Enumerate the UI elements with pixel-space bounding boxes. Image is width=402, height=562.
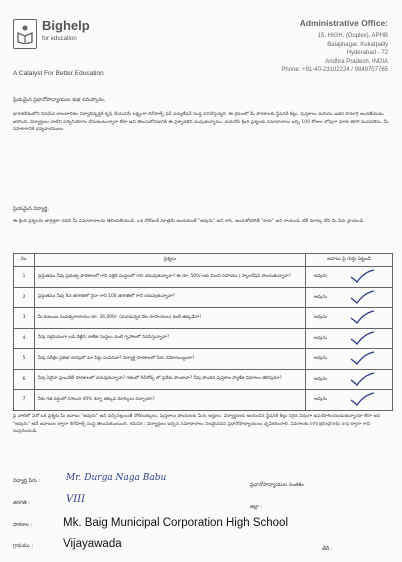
office-line: Hyderabad - 72 — [346, 50, 388, 56]
district-label: జిల్లా : — [250, 504, 263, 510]
place-label: గ్రామము : — [13, 543, 34, 549]
checkmark-icon — [348, 391, 376, 407]
brand-name: Bighelp — [42, 18, 90, 33]
greeting-student: ప్రియమైన విద్యార్థి, — [13, 206, 49, 212]
question-text: ప్రస్తుతము నీవు 8వ తరగతిలో నైనా గాని 100 తరగతిలో గాని చదువుతున్నావా? — [35, 287, 306, 308]
answer-text: అవును — [314, 294, 328, 300]
question-text: నీవు ఏదైనా ప్రయివేట్ పాఠశాలలో చదువుకున్నావా? గతంలో రీచ్‌రోడ్స్ లో ప్రవేశం పొందావా? నీవు పొందిన పుస్తకాల ప్యాకేజి వివరాలు తెలిపుమా? — [35, 369, 306, 390]
greeting-headmaster: ప్రియమైన ప్రధానోపాధ్యాయుల శుభ నమస్కారం, — [13, 97, 106, 103]
answer-cell[interactable] — [306, 369, 393, 390]
answer-cell[interactable] — [306, 328, 393, 349]
question-text: నీవు సక్రమముగా బడి వెళ్లేది, కాలేజి సంస్థలు వంటి గృహాలలో నివసిస్తున్నావా? — [35, 328, 306, 349]
office-line: Balajinagar, Kukatpally — [327, 41, 388, 48]
answer-cell[interactable] — [306, 390, 393, 411]
table-row — [14, 287, 393, 308]
question-text: నీకు గత వర్షంలో సగటున 40% కన్నా తక్కువ మార్కులు వచ్చాయా? — [35, 390, 306, 411]
column-header-question: ప్రశ్నలు — [35, 254, 306, 267]
question-text: మీ కుటుంబ సంవత్సరాదాయం రూ. 36,000/- (మూడున్నర వేల రూపాయలు) కంటే తక్కువేనా? — [35, 308, 306, 329]
table-row — [14, 369, 393, 390]
row-number: 6 — [14, 369, 35, 390]
question-text: ప్రస్తుతము నీవు ప్రభుత్వ పాఠశాలలో గాని పబ్లిక్ సంస్థలలో గాని చదువుతున్నావా? ఈ రూ. 500/-లకు మించి సహాయం / స్కాలర్‌షిప్ పొందుతున్నావా? — [35, 267, 306, 288]
table-row — [14, 308, 393, 329]
student-name-label: విద్యార్థి పేరు : — [13, 478, 41, 484]
row-number: 5 — [14, 349, 35, 370]
row-number: 7 — [14, 390, 35, 411]
answer-cell[interactable] — [306, 287, 393, 308]
table-row — [14, 390, 393, 411]
answer-cell[interactable] — [306, 267, 393, 288]
office-phone: Phone: +91-40-23102224 / 9849707765 — [281, 67, 388, 73]
question-text: నీవు పరీక్షల ప్రతిభ చూపులో మా పేర్లు పంపినవా? విద్యార్థి పాఠశాలలో పేరు నమోదయ్యిందా? — [35, 349, 306, 370]
answer-cell[interactable] — [306, 349, 393, 370]
place-name[interactable]: Vijayawada — [63, 538, 122, 550]
checkmark-icon — [348, 330, 376, 346]
date-label: తేదీ : — [322, 546, 333, 552]
answer-text: అవును — [314, 315, 328, 320]
row-number: 2 — [14, 287, 35, 308]
answer-text: అవును — [314, 397, 328, 402]
class-value[interactable]: VIII — [66, 494, 86, 505]
bighelp-logo-icon — [13, 19, 37, 49]
letter-paragraph: భారతదేశంలోని నిరుపేద బాలబాలికల విద్యాభివృద్ధికి కృషి చేయడమే లక్ష్యంగా బిగ్‌హెల్ప్ ఫర్ ఎడ్యుకేషన్ సంస్థ పనిచేస్తున్నది. ఈ క్రమంలో మీ పాఠశాలకు స్టేషనరీ కిట్లు, పుస్తకాలు మరియు ఇతర సామాగ్రి అందజేయడం జరిగింది. విద్యార్థులు వాటిని సద్వినియోగం చేసుకుంటున్నారా లేదా అని తెలుసుకోవడానికి ఈ ప్రశ్నావళిని పంపుతున్నాము. దయచేసి క్రింది ప్రశ్నలకు సమాధానాలు ఇచ్చి 100 రోజుల లోపుగా మాకు తిరిగి పంపవలెను. మీ సహకారానికి ధన్యవాదములు. — [13, 112, 389, 133]
table-header-row — [14, 254, 393, 267]
office-line: 15, HIGH, (Duplex), APHB — [317, 33, 388, 39]
answer-text: అవును — [314, 274, 328, 279]
row-number: 1 — [14, 267, 35, 288]
table-row — [14, 267, 393, 288]
row-number: 4 — [14, 328, 35, 349]
tagline: A Catalyst For Better Education — [13, 70, 104, 77]
column-header-answer: జవాబు పై గుర్తు పెట్టండి — [306, 254, 393, 267]
office-title: Administrative Office: — [299, 18, 388, 28]
checkmark-icon — [348, 289, 376, 305]
answer-text: అవును — [314, 335, 328, 341]
instructions-paragraph: ఈ క్రింది ప్రశ్నలను జాగ్రత్తగా చదివి మీ సమాధానాలను తెలియజేయండి. ఒక నోట్‌బుక్ మాత్రమే అందుకుంటే "అవును" అని రాసి, అందుకోకపోతే "కాదు" అని రాయండి. టిక్ మార్కు చేసి మీ పేరు వ్రాయండి. — [13, 219, 365, 224]
answer-text: అవును — [314, 376, 328, 382]
questions-table — [13, 253, 393, 411]
student-signature[interactable]: Mr. Durga Naga Babu — [66, 473, 167, 483]
table-row — [14, 349, 393, 370]
brand-subtitle: for education — [42, 36, 77, 42]
school-name[interactable]: Mk. Baig Municipal Corporation High School — [63, 517, 288, 529]
answer-cell[interactable] — [306, 308, 393, 329]
school-label: పాఠశాల : — [13, 522, 33, 528]
footer-note: పై వాటిలో ఏదో ఒక ప్రశ్నకు మీ జవాబు "అవును" అని వచ్చినట్లయితే నోట్‌బుక్కులు, పుస్తకాలు పొందుటకు మీరు అర్హులు. విద్యార్థులకు అందించిన స్టేషనరీ కిట్లు సరైన విధంగా ఉపయోగించబడుతున్నాయా లేదా అని "అవును" అనే జవాబుల ద్వారా బిగ్‌హెల్ప్ సంస్థ తెలుసుకుంటుంది. గమనిక : విద్యార్థులు ఇచ్చిన సమాధానాలు నిజమైనవని ప్రధానోపాధ్యాయులు ధృవీకరించాలి. వివరాలకు info@bighelp.org ద్వారా గాని సంప్రదించండి. — [13, 414, 381, 435]
table-row — [14, 328, 393, 349]
checkmark-icon — [348, 371, 376, 387]
column-header-number: నెం. — [14, 254, 35, 267]
class-label: తరగతి : — [13, 500, 30, 506]
row-number: 3 — [14, 308, 35, 329]
checkmark-icon — [348, 350, 376, 366]
answer-text: అవును — [314, 356, 328, 361]
office-address — [238, 18, 388, 75]
headmaster-signature-label: ప్రధానోపాధ్యాయుల సంతకం — [250, 482, 304, 488]
office-line: Andhra Pradesh, INDIA — [325, 58, 388, 65]
checkmark-icon — [348, 268, 376, 284]
checkmark-icon — [348, 309, 376, 325]
